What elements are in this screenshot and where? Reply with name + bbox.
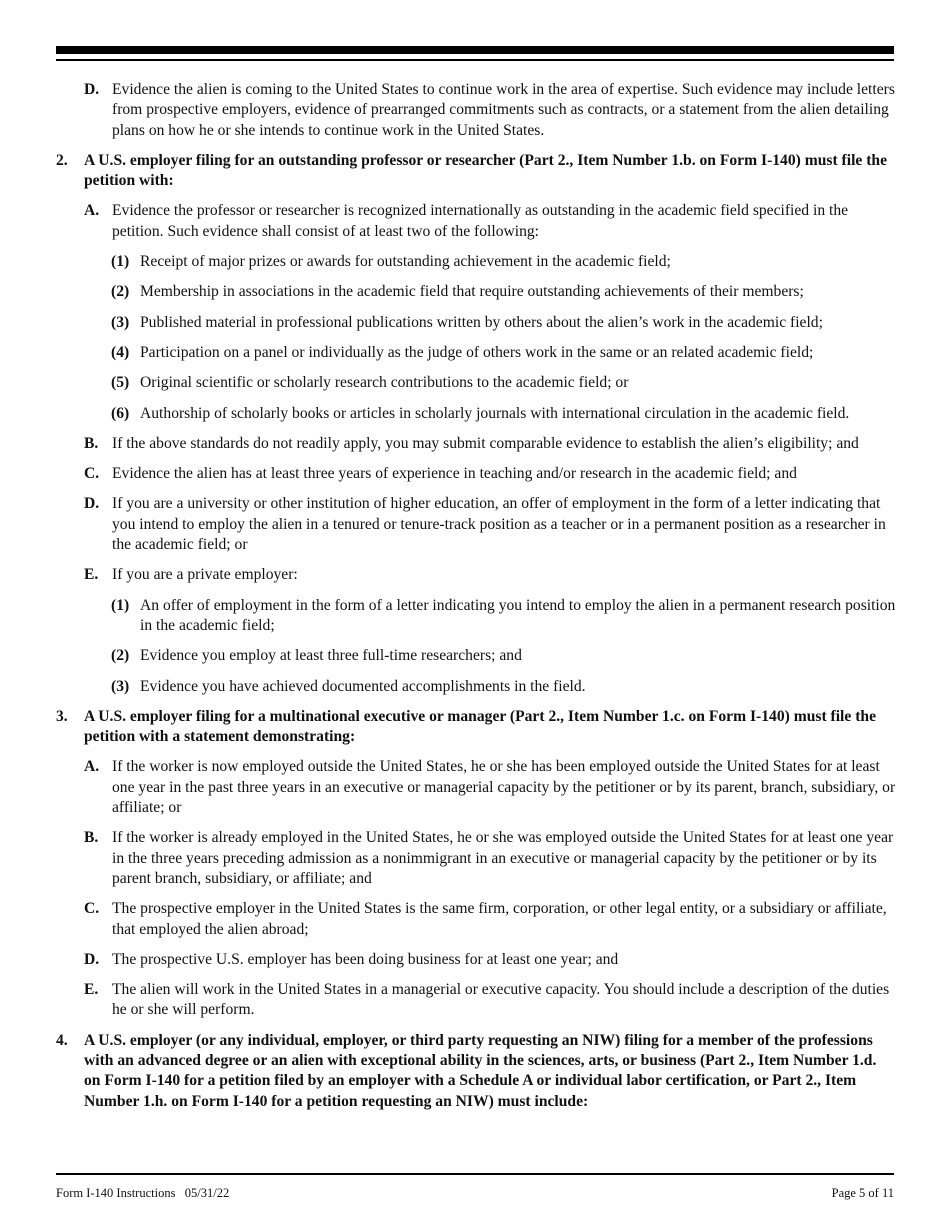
item-text: Authorship of scholarly books or articles in scholarly journals with international circulation in the academic field. <box>140 404 850 422</box>
section-4-heading <box>56 1031 896 1112</box>
item-text: The prospective U.S. employer has been doing business for at least one year; and <box>112 950 619 968</box>
list-item <box>111 373 896 393</box>
item-label: C. <box>84 900 100 918</box>
item-text: Evidence you have achieved documented accomplishments in the field. <box>140 677 586 695</box>
item-text: The prospective employer in the United States is the same firm, corporation, or other legal entity, or a subsidiary or affiliate, that employed the alien abroad; <box>112 900 887 938</box>
list-item <box>84 201 896 242</box>
section-number: 2. <box>56 151 68 169</box>
item-text: If the above standards do not readily apply, you may submit comparable evidence to establish the alien’s eligibility; and <box>112 434 859 452</box>
item-label: (2) <box>111 283 130 301</box>
item-label: A. <box>84 202 100 220</box>
list-item <box>111 404 896 424</box>
section-2-heading <box>56 151 896 192</box>
list-item <box>111 677 896 697</box>
list-item <box>84 565 896 585</box>
item-label: C. <box>84 465 100 483</box>
item-label: (1) <box>111 253 130 271</box>
section-heading: A U.S. employer filing for a multinational executive or manager (Part 2., Item Number 1.c. on Form I-140) must file the petition with a statement demonstrating: <box>84 707 876 746</box>
item-text: Evidence the alien has at least three years of experience in teaching and/or research in the academic field; and <box>112 465 797 483</box>
item-label: D. <box>84 81 100 98</box>
header-rule-thick <box>56 46 894 54</box>
item-label: (3) <box>111 677 130 695</box>
section-heading: A U.S. employer filing for an outstanding professor or researcher (Part 2., Item Number 1.b. on Form I-140) must file the petition with: <box>84 151 888 190</box>
section-number: 4. <box>56 1031 68 1049</box>
list-item <box>84 899 896 940</box>
item-text: Participation on a panel or individually as the judge of others work in the same or an related academic field; <box>140 343 814 361</box>
item-label: (4) <box>111 343 130 361</box>
item-label: (2) <box>111 647 130 665</box>
item-label: B. <box>84 829 99 847</box>
item-text: If you are a private employer: <box>112 566 298 584</box>
item-label: (5) <box>111 374 130 392</box>
item-label: B. <box>84 434 99 452</box>
footer-form-id: Form I-140 Instructions 05/31/22 <box>56 1186 230 1200</box>
header-rule-thin <box>56 59 894 61</box>
list-item <box>84 828 896 889</box>
section-3-heading <box>56 707 896 748</box>
list-item <box>84 757 896 818</box>
item-label: E. <box>84 566 99 584</box>
list-item <box>84 494 896 555</box>
footer-rule <box>56 1173 894 1175</box>
section-heading: A U.S. employer (or any individual, employer, or third party requesting an NIW) filing for a member of the professions with an advanced degree or an alien with exceptional ability in the sciences, arts, or business (Part 2., Item Number 1.d. on Form I-140 for a petition filed by an employer with a Schedule A or individual labor certification, or Part 2., Item Number 1.h. on Form I-140 for a petition requesting an NIW) must include: <box>84 1031 877 1110</box>
item-text: Receipt of major prizes or awards for outstanding achievement in the academic field; <box>140 253 671 271</box>
page-content <box>56 80 896 1112</box>
item-label: E. <box>84 981 99 999</box>
list-item <box>111 313 896 333</box>
item-label: D. <box>84 495 100 513</box>
item-text: If the worker is already employed in the United States, he or she was employed outside the United States for at least one year in the three years preceding admission as a nonimmigrant in an executive or managerial capacity by the petitioner or by its parent branch, subsidiary, or affiliate; and <box>112 829 894 887</box>
item-label: (1) <box>111 596 130 614</box>
list-item <box>84 980 896 1021</box>
list-item <box>111 596 896 637</box>
item-text: The alien will work in the United States in a managerial or executive capacity. You should include a description of the duties he or she will perform. <box>112 981 890 1019</box>
list-item <box>84 464 896 484</box>
list-item <box>111 252 896 272</box>
item-label: (6) <box>111 404 130 422</box>
list-item <box>111 282 896 302</box>
item-text: Original scientific or scholarly research contributions to the academic field; or <box>140 374 629 392</box>
list-item <box>111 343 896 363</box>
item-text: Membership in associations in the academic field that require outstanding achievements of their members; <box>140 283 804 301</box>
list-item <box>111 646 896 666</box>
item-text: Evidence the alien is coming to the United States to continue work in the area of expertise. Such evidence may include letters from prospective employers, evidence of prearranged commitments such as contracts, or a statement from the alien detailing plans on how he or she intends to continue work in the United States. <box>112 81 895 139</box>
item-label: D. <box>84 950 100 968</box>
section-number: 3. <box>56 707 68 725</box>
item-label: A. <box>84 758 100 776</box>
list-item <box>84 950 896 970</box>
item-text: An offer of employment in the form of a letter indicating you intend to employ the alien in a permanent research position in the academic field; <box>140 596 896 634</box>
item-text: Evidence you employ at least three full-time researchers; and <box>140 647 522 665</box>
item-text: If you are a university or other institution of higher education, an offer of employment in the form of a letter indicating that you intend to employ the alien in a tenured or tenure-track position as a teacher or in a permanent position as a researcher in the academic field; or <box>112 495 886 554</box>
item-label: (3) <box>111 313 130 331</box>
list-item <box>84 80 896 141</box>
item-text: Evidence the professor or researcher is recognized internationally as outstanding in the academic field specified in the petition. Such evidence shall consist of at least two of the following: <box>112 202 849 240</box>
list-item <box>84 434 896 454</box>
item-text: Published material in professional publications written by others about the alien’s work in the academic field; <box>140 313 823 331</box>
item-text: If the worker is now employed outside the United States, he or she has been employed outside the United States for at least one year in the past three years in an executive or managerial capacity by the petitioner or by its parent, branch, subsidiary, or affiliate; or <box>112 758 896 817</box>
footer-page-number: Page 5 of 11 <box>831 1186 894 1200</box>
